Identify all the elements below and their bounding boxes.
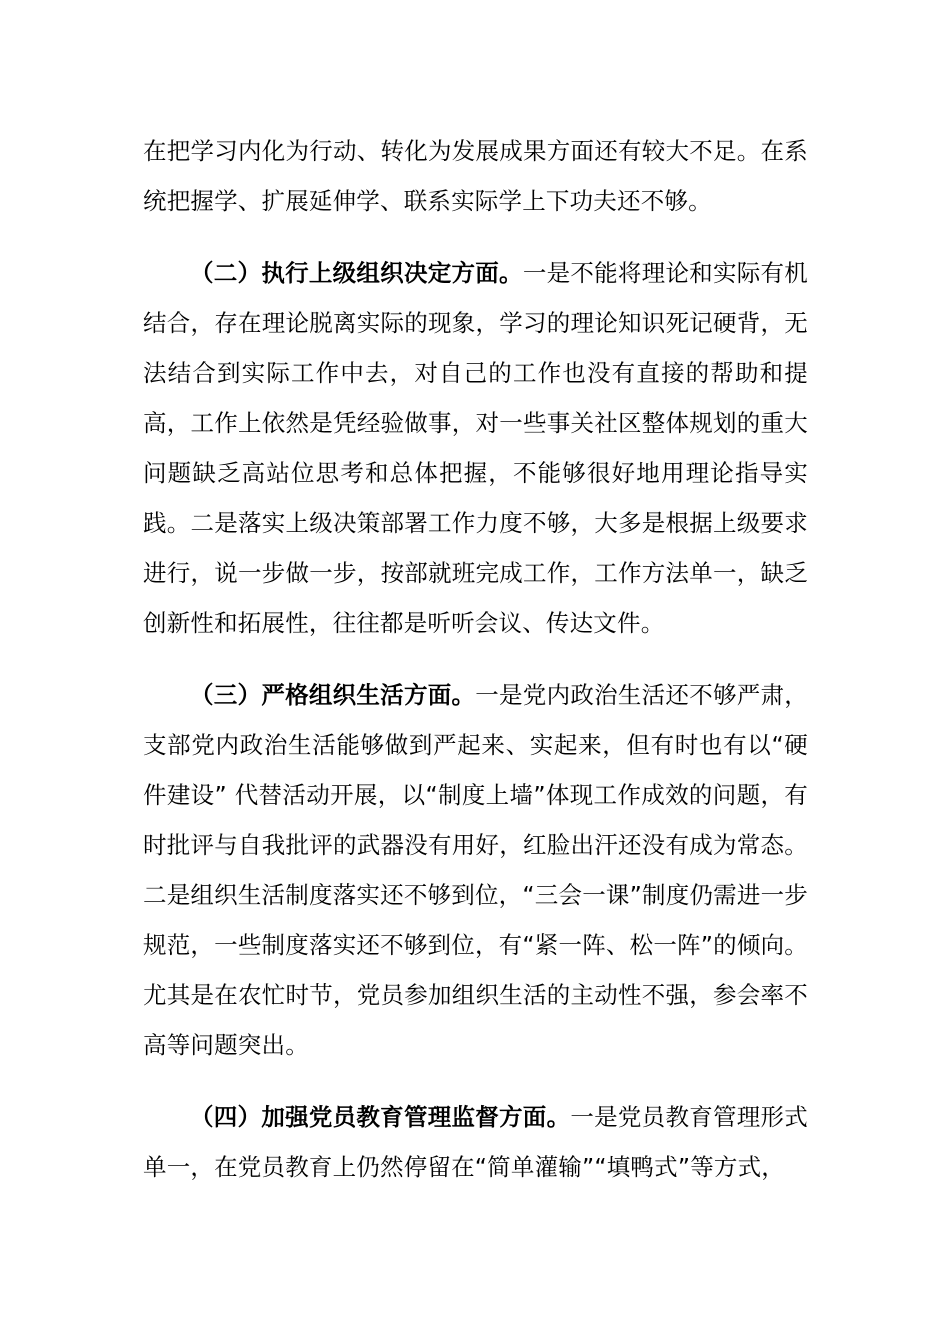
section-4-paragraph: [143, 1092, 808, 1192]
section-3-body: 一是党内政治生活还不够严肃，支部党内政治生活能够做到严起来、实起来，但有时也有以“硬件建设” 代替活动开展，以“制度上墙”体现工作成效的问题，有时批评与自我批评的武器没有用好，红脸出汗还没有成为常态。二是组织生活制度落实还不够到位，“三会一课”制度仍需进一步规范，一些制度落实还不够到位，有“紧一阵、松一阵”的倾向。尤其是在农忙时节，党员参加组织生活的主动性不强，参会率不高等问题突出。: [143, 681, 808, 1059]
document-body: [143, 126, 808, 1192]
section-4-body: 一是党员教育管理形式单一，在党员教育上仍然停留在“简单灌输”“填鸭式”等方式，: [143, 1103, 809, 1181]
section-2-paragraph: [143, 248, 808, 648]
section-3-paragraph: [143, 670, 808, 1070]
continuation-text: 在把学习内化为行动、转化为发展成果方面还有较大不足。在系统把握学、扩展延伸学、联系实际学上下功夫还不够。: [143, 137, 808, 215]
continuation-paragraph: [143, 126, 808, 226]
section-2-body: 一是不能将理论和实际有机结合，存在理论脱离实际的现象，学习的理论知识死记硬背，无法结合到实际工作中去，对自己的工作也没有直接的帮助和提高，工作上依然是凭经验做事，对一些事关社区整体规划的重大问题缺乏高站位思考和总体把握，不能够很好地用理论指导实践。二是落实上级决策部署工作力度不够，大多是根据上级要求进行，说一步做一步，按部就班完成工作，工作方法单一，缺乏创新性和拓展性，往往都是听听会议、传达文件。: [143, 259, 808, 637]
section-3-heading: （三）严格组织生活方面。: [190, 681, 476, 709]
section-2-heading: （二）执行上级组织决定方面。: [190, 259, 523, 287]
section-4-heading: （四）加强党员教育管理监督方面。: [190, 1103, 571, 1131]
